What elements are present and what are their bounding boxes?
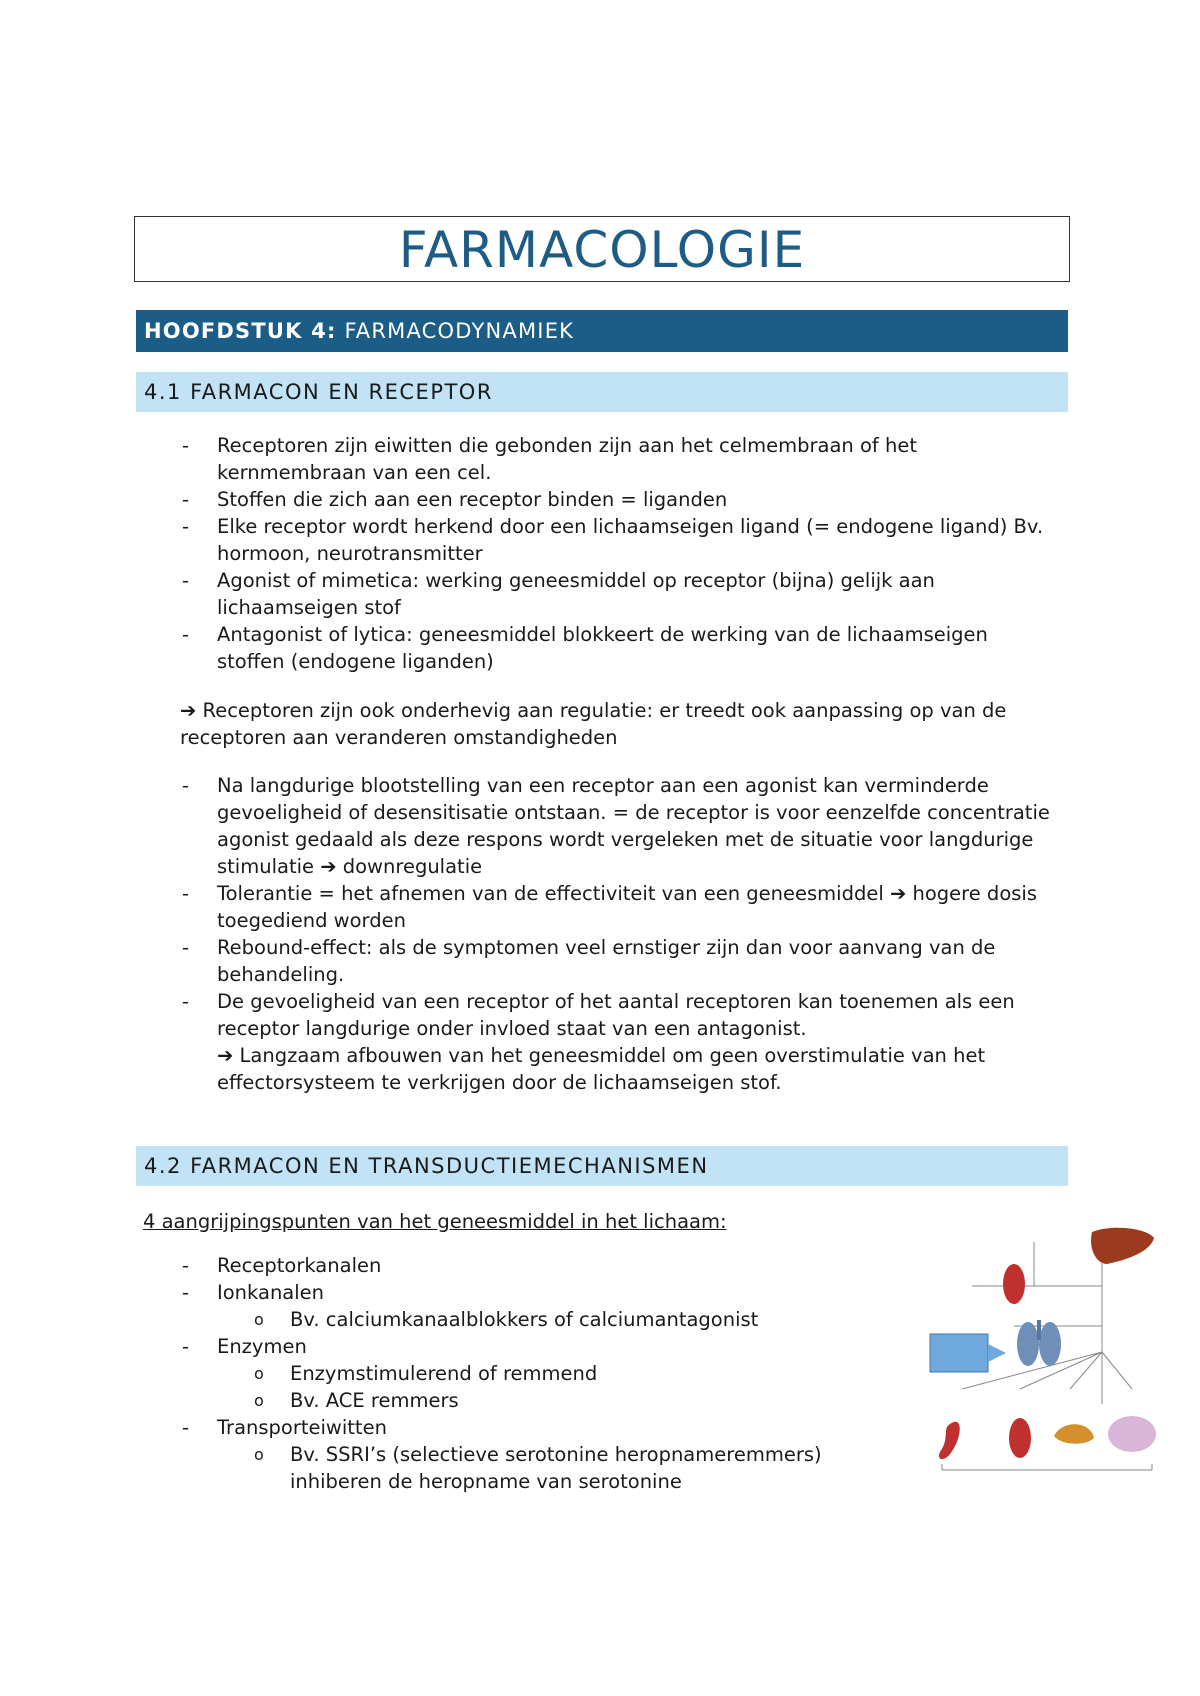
list-item: - Agonist of mimetica: werking geneesmiddel op receptor (bijna) gelijk aan lichaamseigen stof — [182, 569, 935, 619]
lungs-icon — [1017, 1320, 1061, 1366]
chapter-label: HOOFDSTUK 4: — [144, 319, 337, 343]
sub-list-item: o Bv. SSRI’s (selectieve serotonine heropnameremmers) inhiberen de heropname van serotonine — [254, 1443, 822, 1493]
kidney-icon — [1003, 1264, 1025, 1304]
list-item: - Na langdurige blootstelling van een receptor aan een agonist kan verminderde gevoeligheid of desensitisatie ontstaan. = de receptor is voor eenzelfde concentratie agonist gedaald als deze respons wordt vergeleken met de situatie voor langdurige stimulatie ➔ downregulatie — [182, 774, 1050, 878]
sub-list-item: o Enzymstimulerend of remmend — [254, 1362, 598, 1385]
document-title: FARMACOLOGIE — [398, 221, 806, 279]
brain-icon — [1108, 1416, 1156, 1452]
list-item: - Ionkanalen — [182, 1281, 325, 1304]
list-item: - Stoffen die zich aan een receptor binden = liganden — [182, 488, 728, 511]
regulation-note: ➔ Receptoren zijn ook onderhevig aan regulatie: er treedt ook aanpassing op van de receptoren aan veranderen omstandigheden — [180, 699, 1007, 749]
list-item: - Elke receptor wordt herkend door een lichaamseigen ligand (= endogene ligand) Bv. hormoon, neurotransmitter — [182, 515, 1044, 565]
vessel-icon — [939, 1422, 960, 1459]
raas-diagram-figure — [922, 1224, 1162, 1480]
list-item: - Receptorkanalen — [182, 1254, 382, 1277]
arrow-label-box — [930, 1334, 988, 1372]
list-item: - Transporteiwitten — [182, 1416, 387, 1439]
sub-list-item: o Bv. calciumkanaalblokkers of calciumantagonist — [254, 1308, 759, 1331]
list-item-continuation: ➔ Langzaam afbouwen van het geneesmiddel om geen overstimulatie van het effectorsysteem te verkrijgen door de lichaamseigen stof. — [217, 1044, 986, 1094]
kidney-bottom-icon — [1009, 1418, 1031, 1458]
liver-icon — [1091, 1228, 1154, 1264]
list-item: - Receptoren zijn eiwitten die gebonden zijn aan het celmembraan of het kernmembraan van een cel. — [182, 434, 917, 484]
section2-subheading: 4 aangrijpingspunten van het geneesmiddel in het lichaam: — [143, 1210, 727, 1233]
chapter-heading — [136, 310, 1068, 352]
list-item: - Rebound-effect: als de symptomen veel ernstiger zijn dan voor aanvang van de behandeling. — [182, 936, 996, 986]
adrenal-icon — [1054, 1424, 1094, 1444]
sub-list-item: o Bv. ACE remmers — [254, 1389, 459, 1412]
arrow-icon — [988, 1344, 1006, 1362]
section1-list-2 — [0, 772, 1200, 1096]
list-item: - Enzymen — [182, 1335, 307, 1358]
list-item: - Antagonist of lytica: geneesmiddel blokkeert de werking van de lichaamseigen stoffen (endogene liganden) — [182, 623, 988, 673]
section1-list — [0, 432, 1200, 675]
chapter-title: FARMACODYNAMIEK — [336, 319, 575, 343]
document-title-box — [134, 216, 1070, 282]
section-heading-4-1: 4.1 FARMACON EN RECEPTOR — [136, 372, 1068, 412]
section-heading-4-2: 4.2 FARMACON EN TRANSDUCTIEMECHANISMEN — [136, 1146, 1068, 1186]
list-item: - De gevoeligheid van een receptor of het aantal receptoren kan toenemen als een receptor langdurige onder invloed staat van een antagonist. ➔ Langzaam afbouwen van het geneesmiddel om geen overstimulatie van het effectorsysteem te verkrijgen door de lichaamseigen stof. — [0, 988, 1057, 1096]
list-item: - Tolerantie = het afnemen van de effectiviteit van een geneesmiddel ➔ hogere dosis toegediend worden — [182, 882, 1037, 932]
